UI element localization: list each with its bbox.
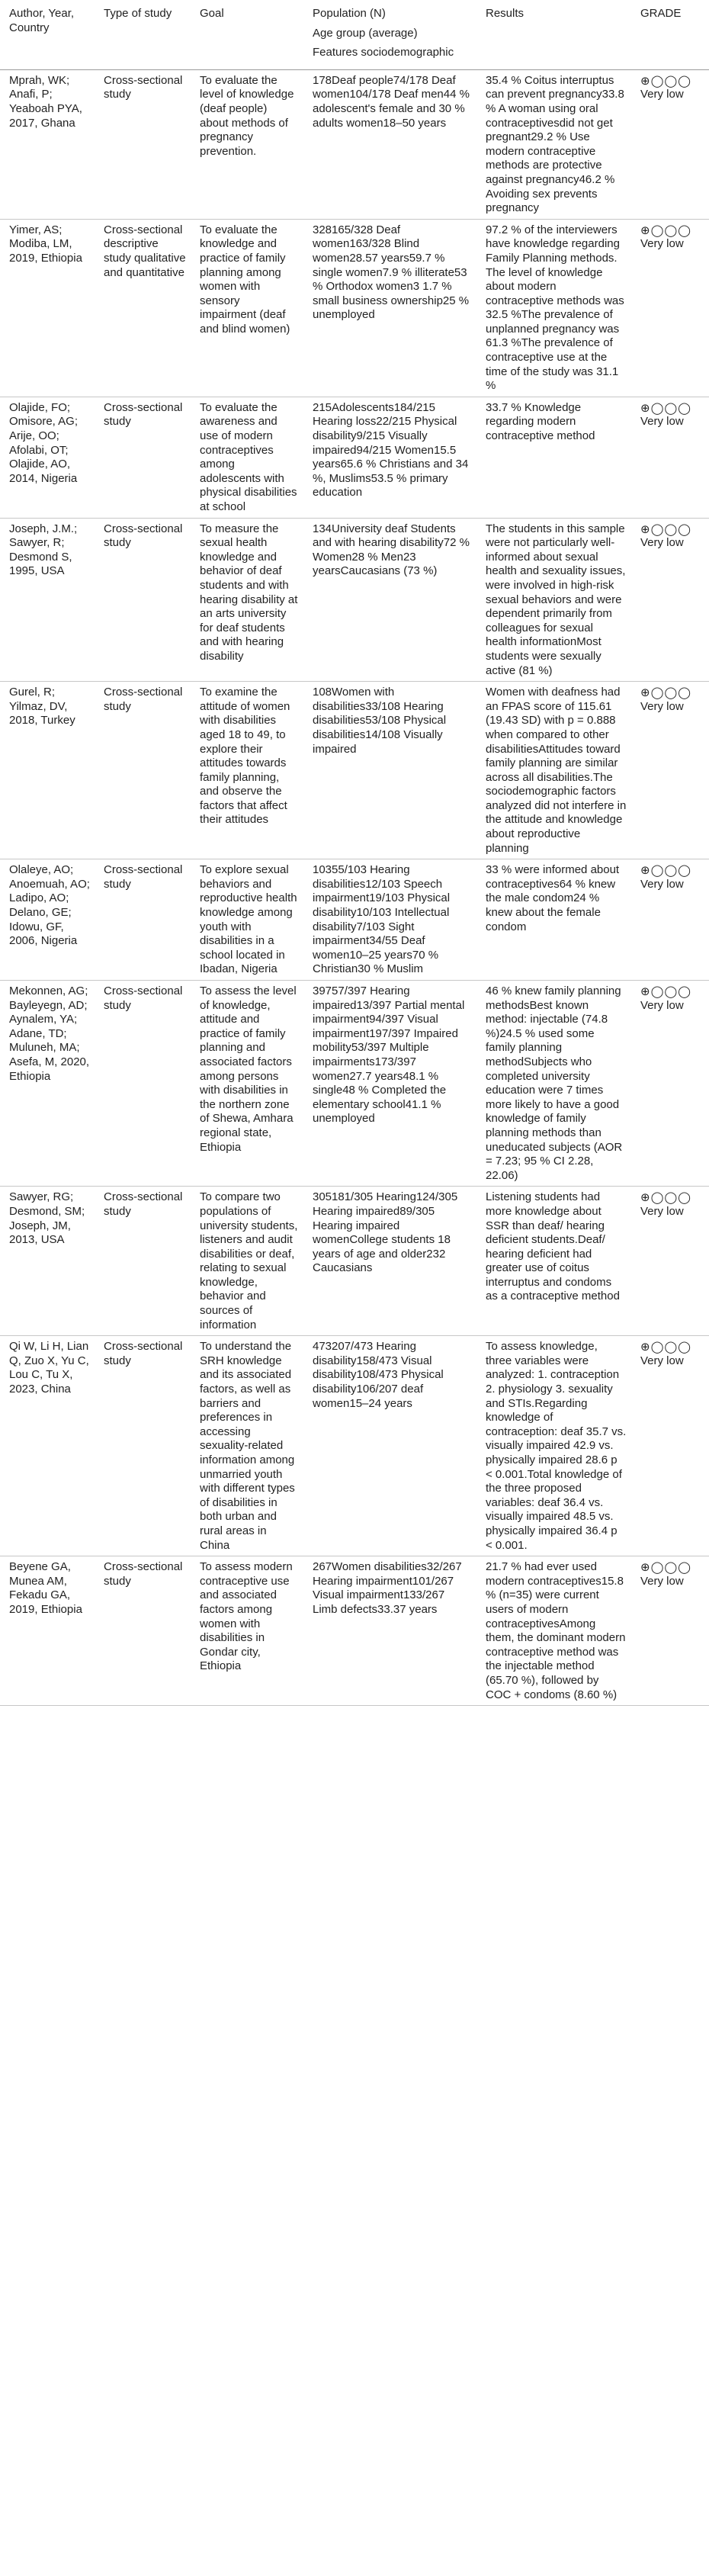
results-cell: 33 % were informed about contraceptives64 % knew the male condom24 % knew about the female condom — [476, 859, 631, 981]
population-cell: 39757/397 Hearing impaired13/397 Partial mental impairment94/397 Visual impairment197/397 Impaired mobility53/397 Multiple impairments173/397 women27.7 years48.1 % single48 % Completed the elementary school41.1 % unemployed — [303, 981, 476, 1187]
grade-cell — [631, 1556, 709, 1706]
population-cell: 328165/328 Deaf women163/328 Blind women28.57 years59.7 % single women7.9 % illiterate53 % Orthodox women3 1.7 % small business ownership25 % unemployed — [303, 219, 476, 397]
goal-cell: To evaluate the knowledge and practice of family planning among women with sensory impairment (deaf and blind women) — [191, 219, 303, 397]
table-row — [0, 981, 709, 1187]
grade-cell — [631, 1187, 709, 1336]
table-row — [0, 518, 709, 682]
grade-rating-icon: ⊕◯◯◯ — [640, 863, 691, 878]
grade-rating-icon: ⊕◯◯◯ — [640, 223, 691, 237]
study-type-cell: Cross-sectional study — [95, 1556, 191, 1706]
study-type-cell: Cross-sectional study — [95, 518, 191, 682]
goal-cell: To examine the attitude of women with disabilities aged 18 to 49, to explore their attitudes towards family planning, and observe the factors that affect their attitudes — [191, 682, 303, 859]
header-population-features: Features sociodemographic — [313, 46, 454, 59]
table-row — [0, 1336, 709, 1556]
results-cell: 33.7 % Knowledge regarding modern contraceptive method — [476, 397, 631, 518]
population-cell: 215Adolescents184/215 Hearing loss22/215 Physical disability9/215 Visually impaired94/215 Women15.5 years65.6 % Christians and 34 %, Muslims53.5 % primary education — [303, 397, 476, 518]
population-cell: 134University deaf Students and with hearing disability72 % Women28 % Men23 yearsCaucasians (73 %) — [303, 518, 476, 682]
goal-cell: To understand the SRH knowledge and its associated factors, as well as barriers and preferences in accessing sexuality-related information among unmarried youth with different types of disabilities in both urban and rural areas in China — [191, 1336, 303, 1556]
grade-label: Very low — [640, 877, 684, 891]
study-type-cell: Cross-sectional study — [95, 1336, 191, 1556]
results-cell: The students in this sample were not particularly well-informed about sexual health and sexuality issues, were involved in high-risk sexual behaviors and were dependent primarily from colleagues for sexual health informationMost students were sexually active (81 %) — [476, 518, 631, 682]
table-row — [0, 859, 709, 981]
grade-rating-icon: ⊕◯◯◯ — [640, 400, 691, 415]
author-cell: Mprah, WK; Anafi, P; Yeaboah PYA, 2017, Ghana — [0, 69, 95, 219]
author-cell: Qi W, Li H, Lian Q, Zuo X, Yu C, Lou C, Tu X, 2023, China — [0, 1336, 95, 1556]
results-cell: To assess knowledge, three variables were analyzed: 1. contraception 2. physiology 3. sexuality and STIs.Regarding knowledge of contraception: deaf 35.7 vs. visually impaired 42.9 vs. physically impaired 28.6 p < 0.001.Total knowledge of the three proposed variables: deaf 36.4 vs. visually impaired 48.5 vs. physically impaired 36.4 p < 0.001. — [476, 1336, 631, 1556]
population-cell: 267Women disabilities32/267 Hearing impairment101/267 Visual impairment133/267 Limb defects33.37 years — [303, 1556, 476, 1706]
author-cell: Yimer, AS; Modiba, LM, 2019, Ethiopia — [0, 219, 95, 397]
grade-label: Very low — [640, 1574, 684, 1588]
results-cell: 46 % knew family planning methodsBest known method: injectable (74.8 %)24.5 % used some family planning methodSubjects who completed university education were 7 times more likely to have a good knowledge of family planning methods than uneducated subjects (AOR = 7.23; 95 % CI 2.28, 22.06) — [476, 981, 631, 1187]
table-body — [0, 69, 709, 1705]
grade-cell — [631, 1336, 709, 1556]
grade-label: Very low — [640, 1204, 684, 1218]
author-cell: Gurel, R; Yilmaz, DV, 2018, Turkey — [0, 682, 95, 859]
table-row — [0, 1556, 709, 1706]
author-cell: Sawyer, RG; Desmond, SM; Joseph, JM, 2013, USA — [0, 1187, 95, 1336]
header-results: Results — [476, 0, 631, 69]
grade-rating-icon: ⊕◯◯◯ — [640, 73, 691, 88]
header-population-age: Age group (average) — [313, 26, 418, 40]
study-type-cell: Cross-sectional study — [95, 397, 191, 518]
results-cell: 21.7 % had ever used modern contraceptives15.8 % (n=35) were current users of modern contraceptivesAmong them, the dominant modern contraceptive method was the injectable method (65.70 %), followed by COC + condoms (8.60 %) — [476, 1556, 631, 1706]
study-type-cell: Cross-sectional study — [95, 682, 191, 859]
study-type-cell: Cross-sectional study — [95, 981, 191, 1187]
grade-cell — [631, 682, 709, 859]
header-population — [303, 0, 476, 69]
grade-cell — [631, 69, 709, 219]
table-header — [0, 0, 709, 69]
goal-cell: To compare two populations of university students, listeners and audit disabilities or deaf, relating to sexual knowledge, behavior and sources of information — [191, 1187, 303, 1336]
grade-rating-icon: ⊕◯◯◯ — [640, 1340, 691, 1354]
grade-label: Very low — [640, 1354, 684, 1367]
grade-label: Very low — [640, 998, 684, 1012]
table-row — [0, 1187, 709, 1336]
table-row — [0, 397, 709, 518]
grade-cell — [631, 397, 709, 518]
grade-cell — [631, 518, 709, 682]
population-cell: 10355/103 Hearing disabilities12/103 Speech impairment19/103 Physical disability10/103 Intellectual disability7/103 Sight impairment34/55 Deaf women10–25 years70 % Christian30 % Muslim — [303, 859, 476, 981]
grade-cell — [631, 981, 709, 1187]
table-row — [0, 69, 709, 219]
grade-rating-icon: ⊕◯◯◯ — [640, 1560, 691, 1575]
goal-cell: To measure the sexual health knowledge and behavior of deaf students and with hearing disability at an arts university for deaf students and with hearing disability — [191, 518, 303, 682]
author-cell: Beyene GA, Munea AM, Fekadu GA, 2019, Ethiopia — [0, 1556, 95, 1706]
goal-cell: To evaluate the awareness and use of modern contraceptives among adolescents with physical disabilities at school — [191, 397, 303, 518]
header-grade: GRADE — [631, 0, 709, 69]
grade-rating-icon: ⊕◯◯◯ — [640, 522, 691, 536]
author-cell: Olajide, FO; Omisore, AG; Arije, OO; Afolabi, OT; Olajide, AO, 2014, Nigeria — [0, 397, 95, 518]
goal-cell: To explore sexual behaviors and reproductive health knowledge among youth with disabilities in a school located in Ibadan, Nigeria — [191, 859, 303, 981]
author-cell: Joseph, J.M.; Sawyer, R; Desmond S, 1995, USA — [0, 518, 95, 682]
population-cell: 305181/305 Hearing124/305 Hearing impaired89/305 Hearing impaired womenCollege students 18 years of age and older232 Caucasians — [303, 1187, 476, 1336]
header-row — [0, 0, 709, 69]
table-row — [0, 219, 709, 397]
goal-cell: To assess the level of knowledge, attitude and practice of family planning and associated factors among persons with disabilities in the northern zone of Shewa, Amhara regional state, Ethiopia — [191, 981, 303, 1187]
grade-label: Very low — [640, 699, 684, 713]
results-cell: Listening students had more knowledge about SSR than deaf/ hearing deficient students.Deaf/ hearing deficient had greater use of coitus interruptus and condoms as a contraceptive method — [476, 1187, 631, 1336]
grade-rating-icon: ⊕◯◯◯ — [640, 686, 691, 700]
goal-cell: To assess modern contraceptive use and associated factors among women with disabilities in Gondar city, Ethiopia — [191, 1556, 303, 1706]
grade-cell — [631, 219, 709, 397]
grade-rating-icon: ⊕◯◯◯ — [640, 984, 691, 998]
population-cell: 108Women with disabilities33/108 Hearing disabilities53/108 Physical disabilities14/108 Visually impaired — [303, 682, 476, 859]
study-type-cell: Cross-sectional study — [95, 69, 191, 219]
header-population-n: Population (N) — [313, 7, 386, 20]
results-cell: 97.2 % of the interviewers have knowledge regarding Family Planning methods. The level of knowledge about modern contraceptive methods was 32.5 %The prevalence of unplanned pregnancy was 61.3 %The prevalence of contraceptive use at the time of the study was 31.1 % — [476, 219, 631, 397]
study-type-cell: Cross-sectional study — [95, 1187, 191, 1336]
grade-label: Very low — [640, 237, 684, 251]
grade-label: Very low — [640, 415, 684, 429]
grade-cell — [631, 859, 709, 981]
population-cell: 473207/473 Hearing disability158/473 Visual disability108/473 Physical disability106/207 deaf women15–24 years — [303, 1336, 476, 1556]
header-type: Type of study — [95, 0, 191, 69]
study-type-cell: Cross-sectional descriptive study qualitative and quantitative — [95, 219, 191, 397]
header-author: Author, Year, Country — [0, 0, 95, 69]
study-type-cell: Cross-sectional study — [95, 859, 191, 981]
grade-label: Very low — [640, 536, 684, 550]
table-row — [0, 682, 709, 859]
population-cell: 178Deaf people74/178 Deaf women104/178 Deaf men44 % adolescent's female and 30 % adults women18–50 years — [303, 69, 476, 219]
author-cell: Mekonnen, AG; Bayleyegn, AD; Aynalem, YA; Adane, TD; Muluneh, MA; Asefa, M, 2020, Ethiopia — [0, 981, 95, 1187]
header-goal: Goal — [191, 0, 303, 69]
grade-rating-icon: ⊕◯◯◯ — [640, 1190, 691, 1205]
grade-label: Very low — [640, 88, 684, 101]
results-cell: Women with deafness had an FPAS score of 115.61 (19.43 SD) with p = 0.888 when compared to other disabilitiesAttitudes toward family planning are similar across all disabilities.The sociodemographic factors analyzed did not interfere in the attitude and knowledge about reproductive planning — [476, 682, 631, 859]
goal-cell: To evaluate the level of knowledge (deaf people) about methods of pregnancy prevention. — [191, 69, 303, 219]
results-cell: 35.4 % Coitus interruptus can prevent pregnancy33.8 % A woman using oral contraceptivesdid not get pregnant29.2 % Use modern contraceptive methods are protective against pregnancy46.2 % Avoiding sex prevents pregnancy — [476, 69, 631, 219]
author-cell: Olaleye, AO; Anoemuah, AO; Ladipo, AO; Delano, GE; Idowu, GF, 2006, Nigeria — [0, 859, 95, 981]
